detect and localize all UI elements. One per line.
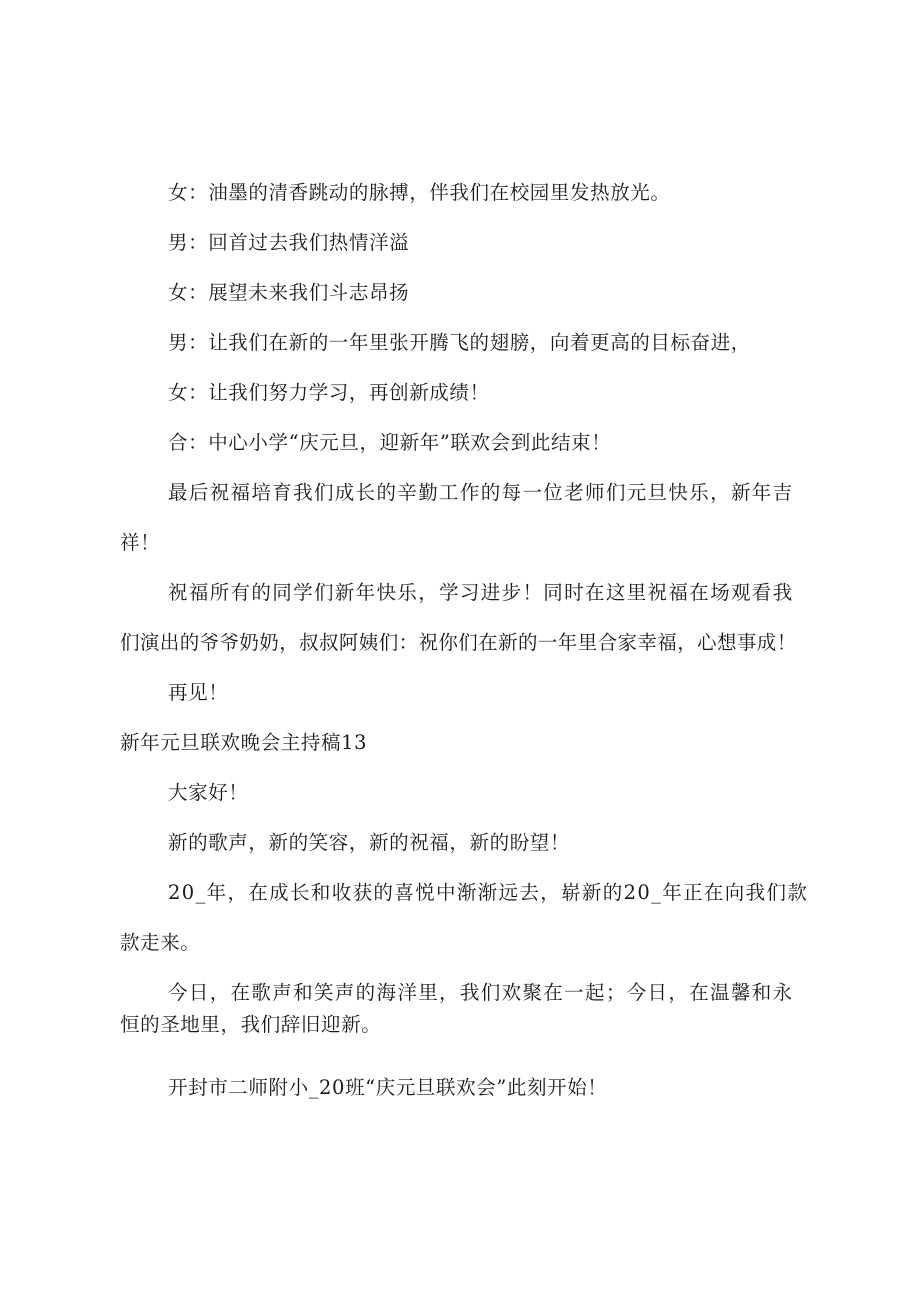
paragraph-line: 开封市二师附小_20班“庆元旦联欢会”此刻开始！ bbox=[168, 1076, 608, 1099]
paragraph-line: 祝福所有的同学们新年快乐，学习进步！同时在这里祝福在场观看我 bbox=[168, 581, 794, 604]
paragraph-line: 今日，在歌声和笑声的海洋里，我们欢聚在一起；今日，在温馨和永 bbox=[168, 981, 794, 1004]
paragraph-line: 恒的圣地里，我们辞旧迎新。 bbox=[120, 1013, 382, 1036]
paragraph-line: 大家好！ bbox=[168, 781, 249, 804]
paragraph-line: 男：让我们在新的一年里张开腾飞的翅膀，向着更高的目标奋进， bbox=[168, 331, 751, 354]
paragraph-line: 新的歌声，新的笑容，新的祝福，新的盼望！ bbox=[168, 831, 571, 854]
paragraph-line: 祥！ bbox=[120, 531, 161, 554]
paragraph-line: 男：回首过去我们热情洋溢 bbox=[168, 231, 410, 254]
paragraph-line: 女：油墨的清香跳动的脉搏，伴我们在校园里发热放光。 bbox=[168, 181, 671, 204]
paragraph-line: 最后祝福培育我们成长的辛勤工作的每一位老师们元旦快乐，新年吉 bbox=[168, 481, 794, 504]
paragraph-line: 再见！ bbox=[168, 681, 229, 704]
section-heading: 新年元旦联欢晚会主持稿13 bbox=[120, 731, 368, 754]
paragraph-line: 20_年，在成长和收获的喜悦中渐渐远去，崭新的20_年正在向我们款 bbox=[168, 881, 809, 904]
paragraph-line: 们演出的爷爷奶奶，叔叔阿姨们：祝你们在新的一年里合家幸福，心想事成！ bbox=[120, 631, 797, 654]
paragraph-line: 款走来。 bbox=[120, 931, 201, 954]
paragraph-line: 合：中心小学“庆元旦，迎新年”联欢会到此结束！ bbox=[168, 431, 612, 454]
paragraph-line: 女：让我们努力学习，再创新成绩！ bbox=[168, 381, 490, 404]
paragraph-line: 女：展望未来我们斗志昂扬 bbox=[168, 281, 410, 304]
